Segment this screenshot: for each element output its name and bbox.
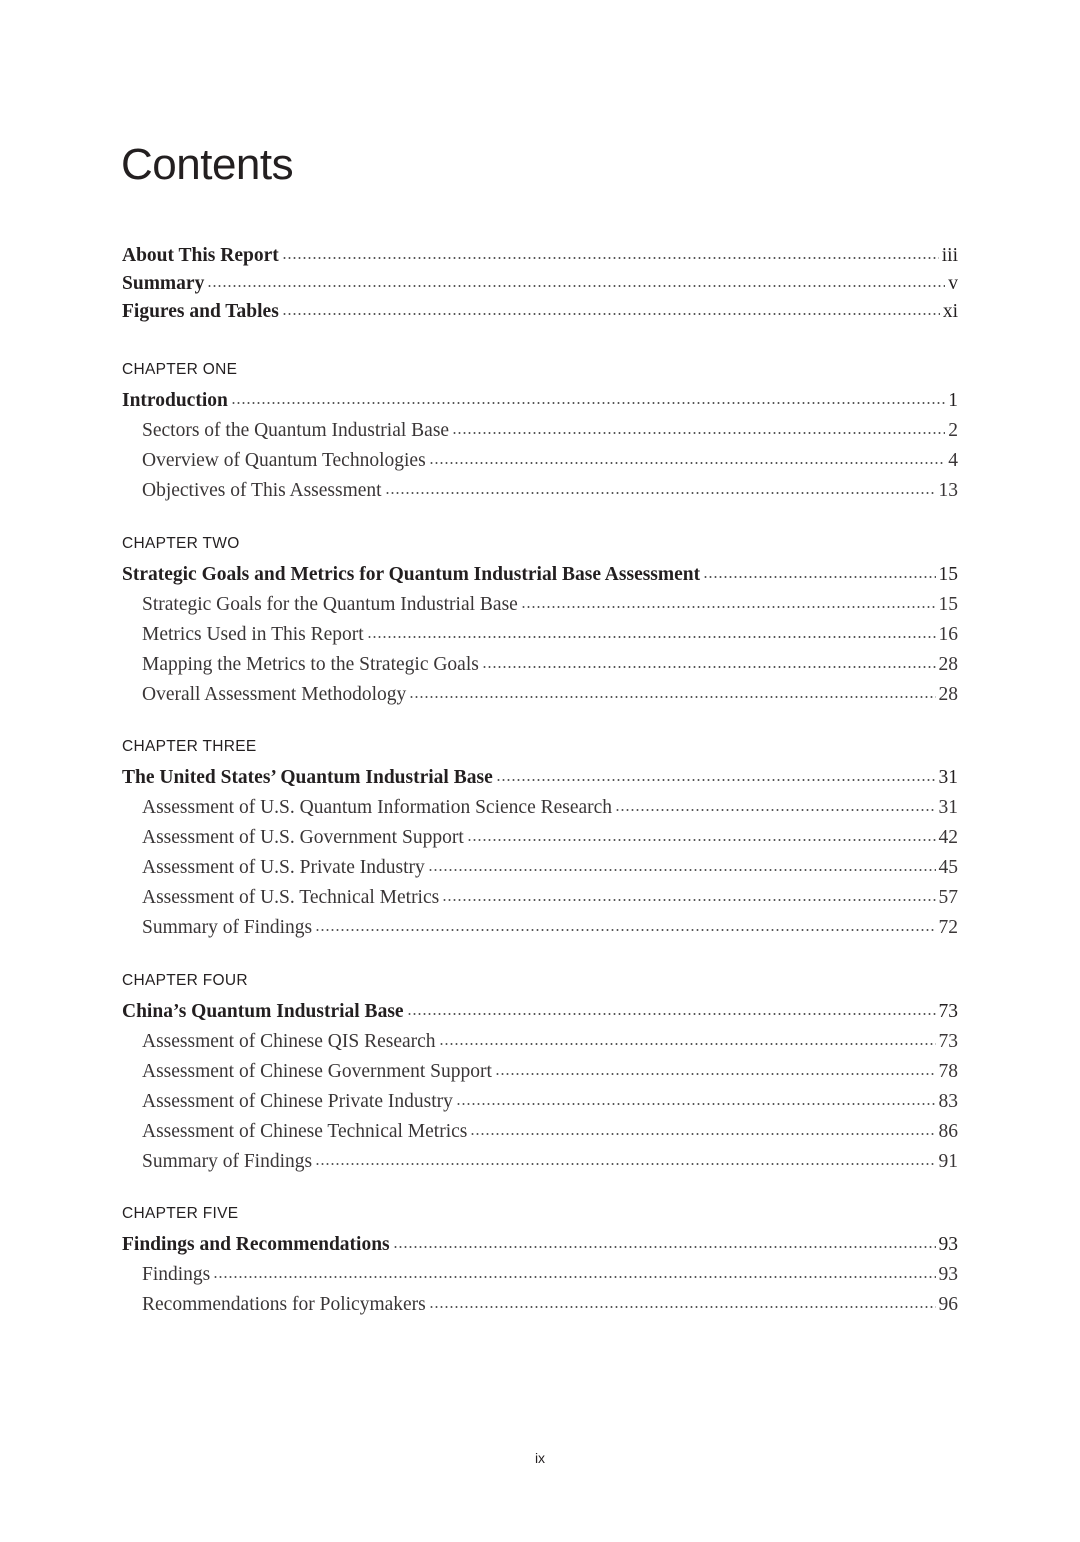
entry-label: The United States’ Quantum Industrial Base xyxy=(122,767,493,788)
dot-leader xyxy=(385,490,936,496)
dot-leader xyxy=(429,1304,936,1310)
toc-entry[interactable] xyxy=(122,1149,958,1179)
dot-leader xyxy=(496,777,936,783)
entry-page: 28 xyxy=(938,654,958,675)
dot-leader xyxy=(452,430,945,436)
entry-page: 73 xyxy=(938,1031,958,1052)
entry-label: Assessment of U.S. Private Industry xyxy=(142,857,425,878)
entry-page: 86 xyxy=(938,1121,958,1142)
entry-page: 2 xyxy=(948,420,958,441)
dot-leader xyxy=(703,574,935,580)
entry-label: Summary xyxy=(122,273,205,294)
chapter-block xyxy=(122,535,958,712)
entry-label: Assessment of Chinese QIS Research xyxy=(142,1031,436,1052)
entry-label: Summary of Findings xyxy=(142,1151,313,1172)
toc-entry[interactable] xyxy=(122,243,958,271)
toc-entry[interactable] xyxy=(122,592,958,622)
toc-entry[interactable] xyxy=(122,795,958,825)
chapter-block xyxy=(122,738,958,945)
toc-entry[interactable] xyxy=(122,1262,958,1292)
entry-page: 91 xyxy=(938,1151,958,1172)
page-title: Contents xyxy=(121,140,294,189)
dot-leader xyxy=(429,460,946,466)
entry-page: 31 xyxy=(938,767,958,788)
toc-entry[interactable] xyxy=(122,1089,958,1119)
dot-leader xyxy=(456,1101,936,1107)
toc-entry[interactable] xyxy=(122,271,958,299)
entry-label: Assessment of Chinese Government Support xyxy=(142,1061,492,1082)
entry-page: 42 xyxy=(938,827,958,848)
dot-leader xyxy=(315,927,935,933)
entry-label: Strategic Goals for the Quantum Industrial Base xyxy=(142,594,518,615)
entry-label: Findings xyxy=(142,1264,211,1285)
toc-entry[interactable] xyxy=(122,1029,958,1059)
dot-leader xyxy=(213,1274,935,1280)
dot-leader xyxy=(482,664,936,670)
toc-entry[interactable] xyxy=(122,652,958,682)
entry-page: 31 xyxy=(938,797,958,818)
entry-label: Assessment of U.S. Government Support xyxy=(142,827,464,848)
entry-page: 57 xyxy=(938,887,958,908)
toc-entry[interactable] xyxy=(122,299,958,327)
toc-entry[interactable] xyxy=(122,885,958,915)
entry-label: Assessment of U.S. Technical Metrics xyxy=(142,887,440,908)
chapter-block xyxy=(122,1205,958,1322)
entry-label: About This Report xyxy=(122,245,279,266)
front-matter xyxy=(122,243,958,327)
dot-leader xyxy=(393,1244,936,1250)
entry-page: v xyxy=(948,273,958,294)
chapter-label: CHAPTER TWO xyxy=(122,535,240,552)
entry-label: Figures and Tables xyxy=(122,301,279,322)
dot-leader xyxy=(282,311,940,317)
entry-page: 1 xyxy=(948,390,958,411)
page-number: ix xyxy=(534,1450,546,1466)
entry-page: 15 xyxy=(938,564,958,585)
toc-entry[interactable] xyxy=(122,1059,958,1089)
toc-entry[interactable] xyxy=(122,1292,958,1322)
toc-entry[interactable] xyxy=(122,622,958,652)
dot-leader xyxy=(407,1011,936,1017)
entry-label: Assessment of Chinese Private Industry xyxy=(142,1091,453,1112)
entry-page: xi xyxy=(942,301,958,322)
dot-leader xyxy=(470,1131,935,1137)
entry-page: 83 xyxy=(938,1091,958,1112)
dot-leader xyxy=(467,837,936,843)
dot-leader xyxy=(409,694,935,700)
entry-label: Overview of Quantum Technologies xyxy=(142,450,426,471)
entry-page: 15 xyxy=(938,594,958,615)
toc-entry[interactable] xyxy=(122,478,958,508)
toc-entry[interactable] xyxy=(122,388,958,418)
toc-entry[interactable] xyxy=(122,1119,958,1149)
dot-leader xyxy=(428,867,936,873)
entry-label: Recommendations for Policymakers xyxy=(142,1294,426,1315)
entry-page: 78 xyxy=(938,1061,958,1082)
entry-label: China’s Quantum Industrial Base xyxy=(122,1001,404,1022)
toc-entry[interactable] xyxy=(122,825,958,855)
chapter-block xyxy=(122,361,958,508)
entry-label: Introduction xyxy=(122,390,228,411)
entry-page: 4 xyxy=(948,450,958,471)
toc-entry[interactable] xyxy=(122,915,958,945)
entry-page: 73 xyxy=(938,1001,958,1022)
entry-label: Assessment of Chinese Technical Metrics xyxy=(142,1121,468,1142)
chapter-label: CHAPTER FIVE xyxy=(122,1205,239,1222)
entry-page: 72 xyxy=(938,917,958,938)
toc-entry[interactable] xyxy=(122,999,958,1029)
dot-leader xyxy=(442,897,935,903)
toc-entry[interactable] xyxy=(122,765,958,795)
entry-label: Summary of Findings xyxy=(142,917,313,938)
entry-page: 28 xyxy=(938,684,958,705)
dot-leader xyxy=(495,1071,936,1077)
entry-page: 45 xyxy=(938,857,958,878)
dot-leader xyxy=(315,1161,935,1167)
dot-leader xyxy=(439,1041,936,1047)
entry-label: Assessment of U.S. Quantum Information Science Research xyxy=(142,797,613,818)
entry-label: Mapping the Metrics to the Strategic Goals xyxy=(142,654,479,675)
entry-label: Objectives of This Assessment xyxy=(142,480,382,501)
entry-page: 93 xyxy=(938,1264,958,1285)
chapter-block xyxy=(122,972,958,1179)
entry-page: 13 xyxy=(938,480,958,501)
toc-entry[interactable] xyxy=(122,682,958,712)
chapter-label: CHAPTER ONE xyxy=(122,361,238,378)
entry-page: 96 xyxy=(938,1294,958,1315)
dot-leader xyxy=(615,807,935,813)
entry-label: Strategic Goals and Metrics for Quantum Industrial Base Assessment xyxy=(122,564,701,585)
chapter-label: CHAPTER THREE xyxy=(122,738,257,755)
dot-leader xyxy=(207,283,945,289)
entry-label: Overall Assessment Methodology xyxy=(142,684,407,705)
entry-page: 16 xyxy=(938,624,958,645)
toc-entry[interactable] xyxy=(122,855,958,885)
dot-leader xyxy=(521,604,936,610)
entry-label: Sectors of the Quantum Industrial Base xyxy=(142,420,450,441)
dot-leader xyxy=(367,634,936,640)
dot-leader xyxy=(231,400,945,406)
entry-page: 93 xyxy=(938,1234,958,1255)
entry-label: Findings and Recommendations xyxy=(122,1234,390,1255)
entry-page: iii xyxy=(941,245,958,266)
dot-leader xyxy=(282,255,939,261)
toc-entry[interactable] xyxy=(122,1232,958,1262)
toc-entry[interactable] xyxy=(122,418,958,448)
chapter-label: CHAPTER FOUR xyxy=(122,972,248,989)
toc-entry[interactable] xyxy=(122,448,958,478)
toc-entry[interactable] xyxy=(122,562,958,592)
entry-label: Metrics Used in This Report xyxy=(142,624,364,645)
